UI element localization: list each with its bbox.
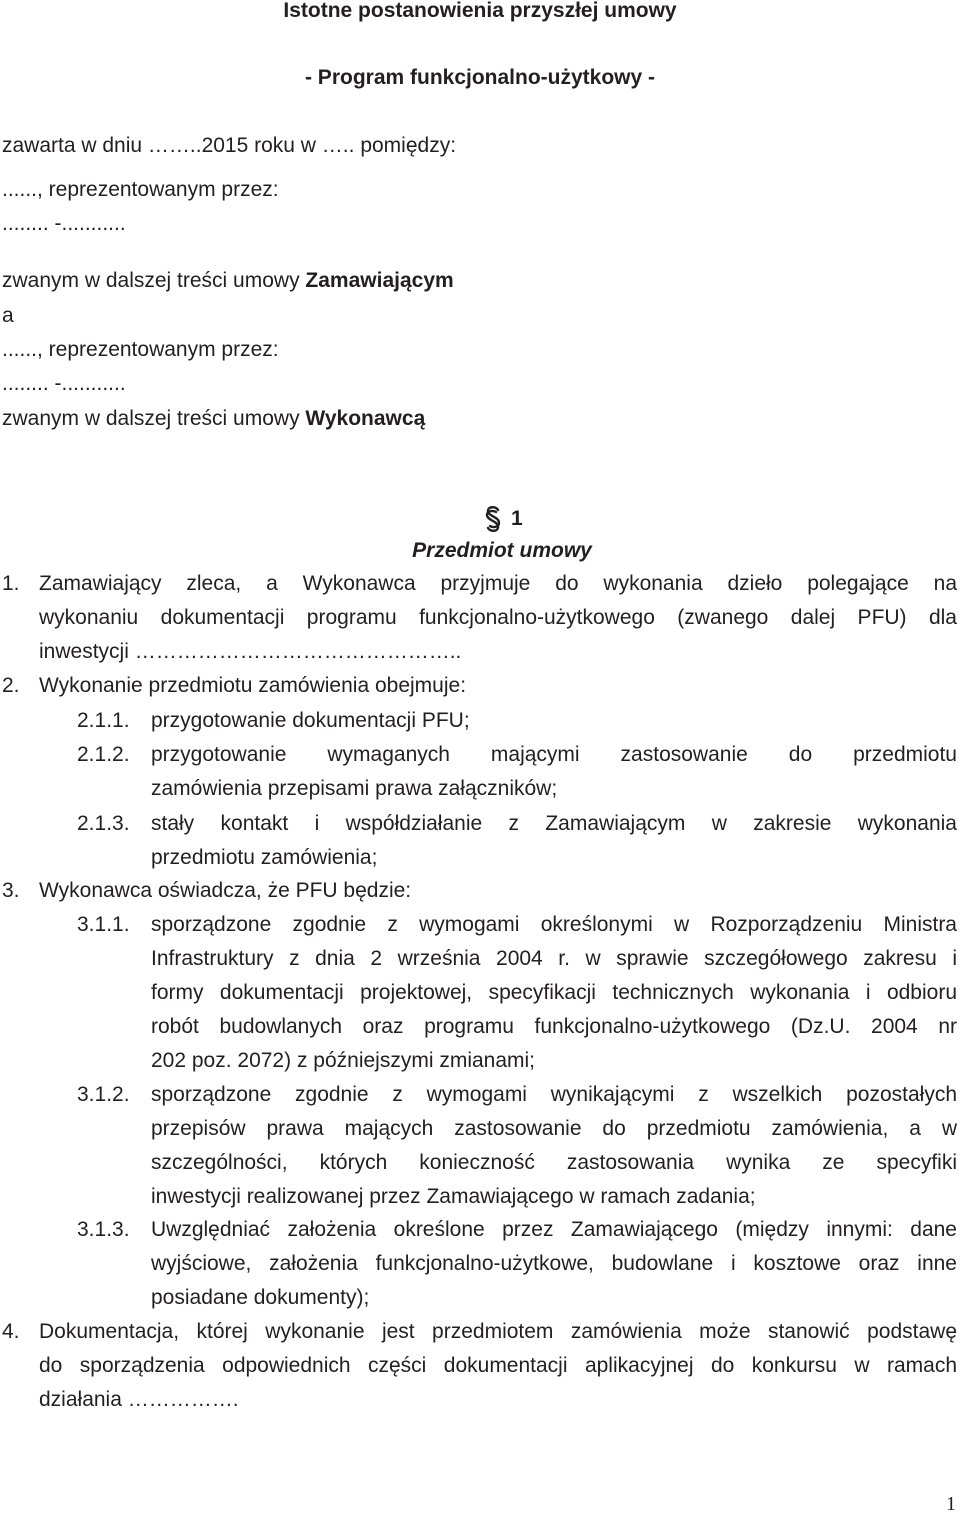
subitem-line: przygotowanie dokumentacji PFU; (151, 709, 470, 732)
item-line: Wykonanie przedmiotu zamówienia obejmuje: (39, 674, 467, 697)
item-number: 2. (2, 674, 20, 697)
item-line: wykonaniu dokumentacji programu funkcjonalno-użytkowego (zwanego dalej PFU) dla (39, 606, 957, 629)
subitem-line: posiadane dokumenty); (151, 1286, 370, 1309)
subitem-line: sporządzone zgodnie z wymogami określonymi w Rozporządzeniu Ministra (151, 913, 957, 936)
party2-role: Wykonawcą (305, 407, 426, 430)
item-line: działania ……………. (39, 1388, 239, 1411)
item-line: inwestycji ……………………………………….. (39, 640, 462, 663)
subitem-line: przedmiotu zamówienia; (151, 846, 378, 869)
party1-line2: ........ -........... (2, 212, 126, 235)
party2-line3 (2, 405, 425, 433)
conjunction: a (2, 304, 14, 327)
document-subtitle: - Program funkcjonalno-użytkowy - (304, 66, 656, 89)
subitem-number: 3.1.3. (77, 1218, 130, 1241)
item-line: do sporządzenia odpowiednich części dokumentacji aplikacyjnej do konkursu w ramach (39, 1354, 957, 1377)
party2-line2: ........ -........... (2, 372, 126, 395)
subitem-number: 2.1.1. (77, 709, 130, 732)
subitem-line: szczególności, których konieczność zastosowania wynika ze specyfiki (151, 1151, 957, 1174)
party2-line3-text: zwanym w dalszej treści umowy (2, 407, 306, 430)
subitem-number: 3.1.2. (77, 1083, 130, 1106)
item-line: Dokumentacja, której wykonanie jest przedmiotem zamówienia może stanowić podstawę (39, 1320, 957, 1343)
subitem-line: inwestycji realizowanej przez Zamawiającego w ramach zadania; (151, 1185, 756, 1208)
subitem-line: sporządzone zgodnie z wymogami wynikającymi z wszelkich pozostałych (151, 1083, 957, 1106)
party1-line3-text: zwanym w dalszej treści umowy (2, 269, 306, 292)
section-title-text: Przedmiot umowy (412, 539, 592, 562)
party1-line1: ......, reprezentowanym przez: (2, 178, 279, 201)
subitem-line: stały kontakt i współdziałanie z Zamawiającym w zakresie wykonania (151, 812, 957, 835)
section-heading (484, 505, 523, 533)
item-line: Wykonawca oświadcza, że PFU będzie: (39, 879, 412, 902)
section-sign-icon (484, 505, 502, 533)
subitem-number: 2.1.3. (77, 812, 130, 835)
item-number: 3. (2, 879, 20, 902)
item-number: 1. (2, 572, 20, 595)
subitem-line: Uwzględniać założenia określone przez Zamawiającego (między innymi: dane (151, 1218, 957, 1241)
section-number: 1 (511, 507, 523, 530)
page-number: 1 (946, 1493, 956, 1515)
subitem-number: 2.1.2. (77, 743, 130, 766)
section-title (0, 537, 960, 565)
subitem-line: zamówienia przepisami prawa załączników; (151, 777, 558, 800)
subitem-line: Infrastruktury z dnia 2 września 2004 r. w sprawie szczegółowego zakresu i (151, 947, 957, 970)
subitem-line: wyjściowe, założenia funkcjonalno-użytkowe, budowlane i kosztowe oraz inne (151, 1252, 957, 1275)
party2-line1: ......, reprezentowanym przez: (2, 338, 279, 361)
document-title: Istotne postanowienia przyszłej umowy (283, 0, 677, 22)
party1-role: Zamawiającym (305, 269, 454, 292)
subitem-line: przepisów prawa mających zastosowanie do przedmiotu zamówienia, a w (151, 1117, 957, 1140)
item-line: Zamawiający zleca, a Wykonawca przyjmuje do wykonania dzieło polegające na (39, 572, 957, 595)
subitem-line: przygotowanie wymaganych mającymi zastosowanie do przedmiotu (151, 743, 957, 766)
subitem-number: 3.1.1. (77, 913, 130, 936)
item-number: 4. (2, 1320, 20, 1343)
subitem-line: formy dokumentacji projektowej, specyfikacji technicznych wykonania i odbioru (151, 981, 957, 1004)
subitem-line: robót budowlanych oraz programu funkcjonalno-użytkowego (Dz.U. 2004 nr (151, 1015, 957, 1038)
party1-line3 (2, 267, 454, 295)
intro-line: zawarta w dniu ……..2015 roku w ….. pomiędzy: (2, 134, 457, 157)
subitem-line: 202 poz. 2072) z późniejszymi zmianami; (151, 1049, 536, 1072)
